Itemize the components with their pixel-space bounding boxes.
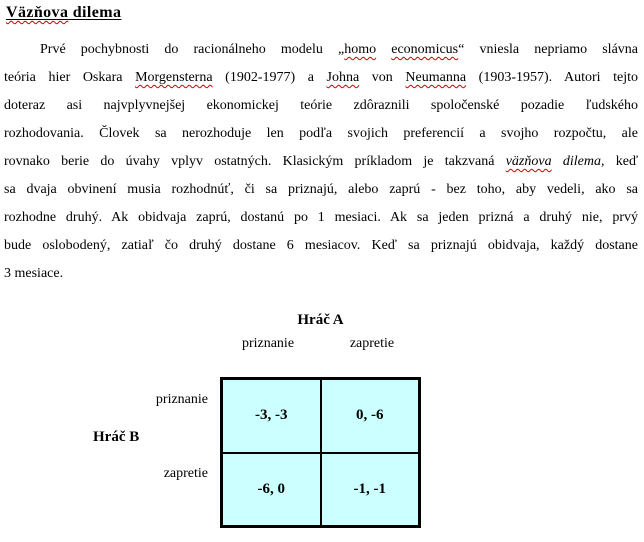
- misspelled-word: homo: [344, 42, 377, 57]
- player-a-label: Hráč A: [297, 312, 344, 328]
- payoff-cell-a-priznanie-b-zapretie: -6, 0: [222, 453, 321, 527]
- paragraph-line: [4, 36, 638, 64]
- paragraph-line: [4, 176, 638, 204]
- text-segment: bude oslobodený, zatiaľ čo druhý dostane 6 mesiacov. Keď sa priznajú obidvaja, každý dostane: [4, 238, 638, 253]
- paragraph-line: [4, 204, 638, 232]
- misspelled-word: Väzňova: [6, 4, 69, 21]
- misspelled-word: Morgensterna: [135, 70, 213, 85]
- text-segment: doteraz asi najvplyvnejšej ekonomickej teórie zdôraznili spoločenské pozadie ľudského: [4, 98, 638, 113]
- row-label-zapretie: zapretie: [163, 466, 208, 481]
- text-segment: Prvé pochybnosti do racionálneho modelu „: [40, 42, 345, 57]
- misspelled-word: Neumanna: [405, 70, 467, 85]
- misspelled-word: Johna: [326, 70, 360, 85]
- paragraph-line: [4, 92, 638, 120]
- payoff-cell-a-priznanie-b-priznanie: -3, -3: [222, 379, 321, 453]
- misspelled-word: economicus: [391, 42, 459, 57]
- text-segment: sa dvaja obvinení musia rozhodnúť, či sa priznajú, alebo zaprú - bez toho, aby vedeli, ako sa: [4, 182, 638, 197]
- text-segment: rozhodovania. Človek sa nerozhoduje len podľa svojich preferencií a svojho rozpočtu, ale: [4, 126, 638, 141]
- document-title: [6, 4, 121, 22]
- text-segment: 3 mesiace.: [4, 266, 64, 281]
- text-segment: dilema,: [551, 154, 605, 169]
- text-segment: rozhodne druhý. Ak obidvaja zaprú, dostanú po 1 mesiaci. Ak sa jeden prizná a druhý nie, prvý: [4, 210, 638, 225]
- col-label-priznanie: priznanie: [241, 336, 295, 351]
- paragraph: [4, 36, 638, 288]
- text-segment: keď: [604, 154, 638, 169]
- text-segment: rovnako berie do úvahy vplyv ostatných. Klasickým príkladom je takzvaná: [4, 154, 506, 169]
- player-b-label: Hráč B: [93, 429, 140, 445]
- paragraph-line: [4, 64, 638, 92]
- paragraph-line: [4, 148, 638, 176]
- payoff-cell-a-zapretie-b-priznanie: 0, -6: [321, 379, 420, 453]
- text-segment: [376, 42, 391, 57]
- text-segment: (1902-1977) a: [212, 70, 327, 85]
- col-label-zapretie: zapretie: [349, 336, 395, 351]
- payoff-grid: [220, 377, 421, 528]
- text-segment: teória hier Oskara: [4, 70, 136, 85]
- text-segment: “ vniesla nepriamo slávna: [458, 42, 638, 57]
- payoff-cell-a-zapretie-b-zapretie: -1, -1: [321, 453, 420, 527]
- title-rest: dilema: [68, 4, 122, 21]
- misspelled-word: väzňova: [505, 154, 552, 169]
- row-label-priznanie: priznanie: [155, 392, 208, 407]
- paragraph-line: [4, 232, 638, 260]
- paragraph-line: [4, 120, 638, 148]
- text-segment: von: [359, 70, 406, 85]
- paragraph-line: [4, 260, 638, 288]
- text-segment: (1903-1957). Autori tejto: [466, 70, 638, 85]
